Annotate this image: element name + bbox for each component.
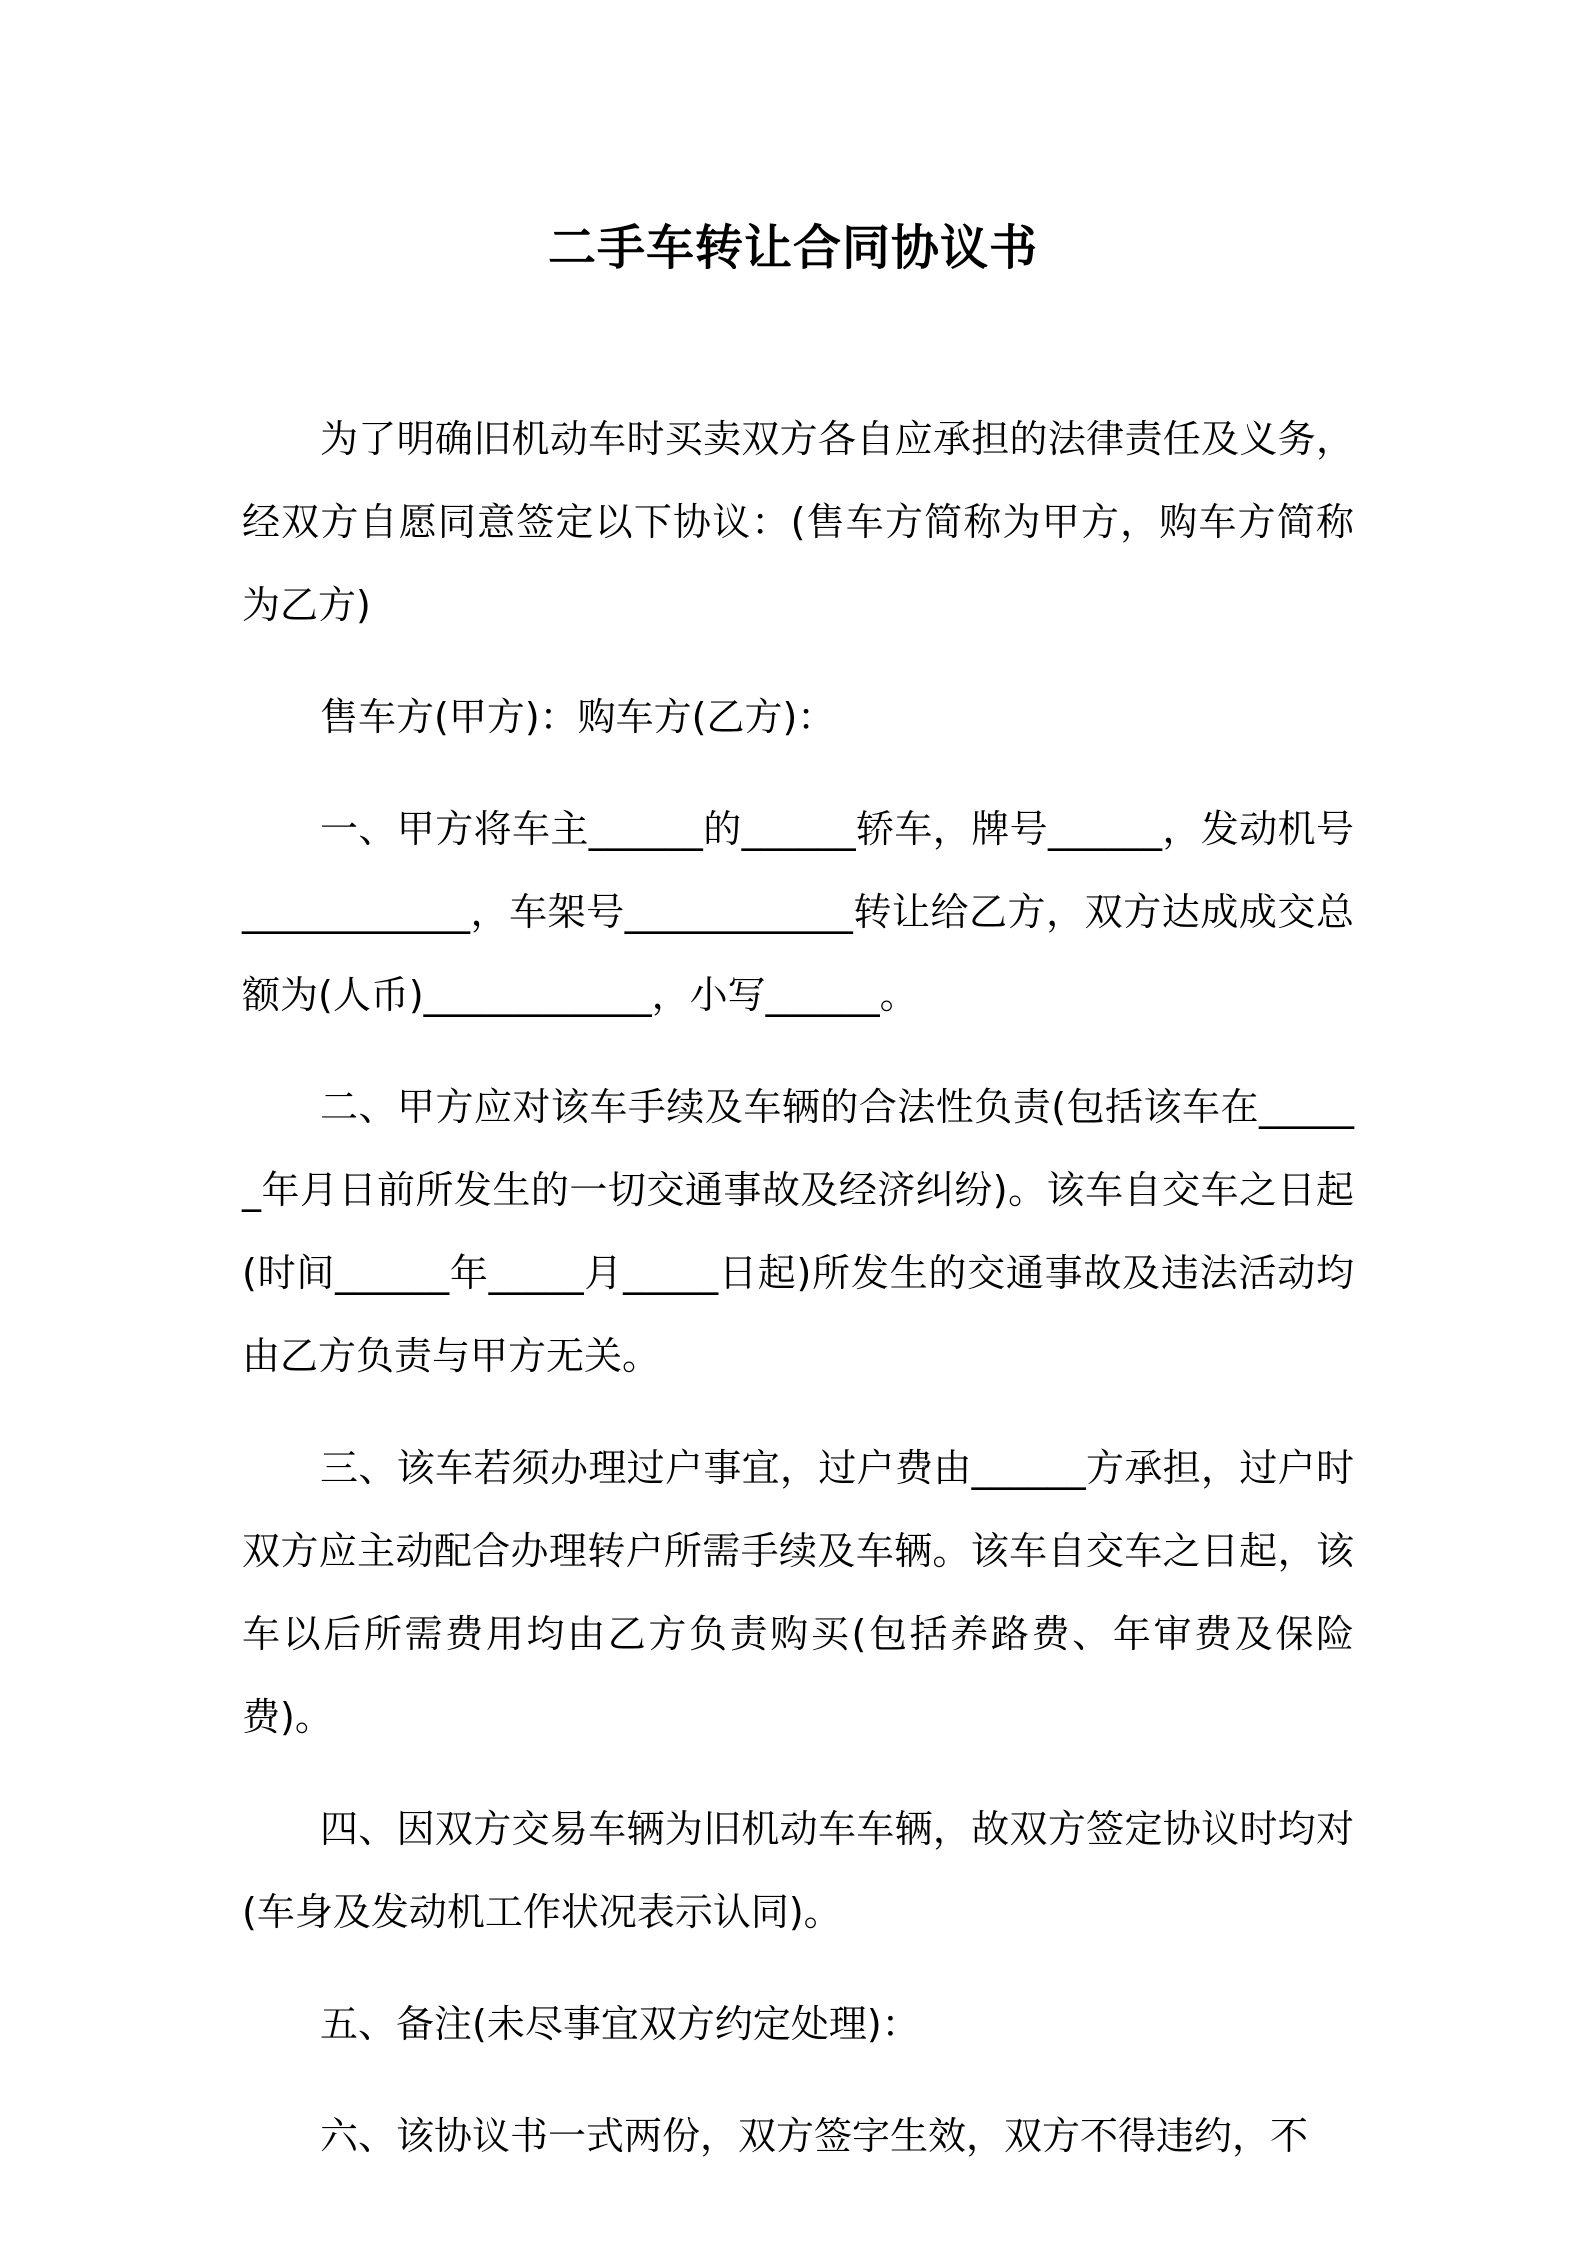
intro-paragraph: 为了明确旧机动车时买卖双方各自应承担的法律责任及义务，经双方自愿同意签定以下协议：(售车方简称为甲方，购车方简称为乙方) bbox=[242, 417, 1354, 627]
clause-three-paragraph: 三、该车若须办理过户事宜，过户费由______方承担，过户时双方应主动配合办理转户所需手续及车辆。该车自交车之日起，该车以后所需费用均由乙方负责购买(包括养路费、年审费及保险费)。 bbox=[242, 1446, 1354, 1739]
clause-two-paragraph: 二、甲方应对该车手续及车辆的合法性负责(包括该车在______年月日前所发生的一切交通事故及经济纠纷)。该车自交车之日起(时间______年_____月_____日起)所发生的交通事故及违法活动均由乙方负责与甲方无关。 bbox=[242, 1085, 1354, 1378]
clause-five-paragraph: 五、备注(未尽事宜双方约定处理)： bbox=[320, 2002, 920, 2046]
parties-paragraph: 售车方(甲方)：购车方(乙方)： bbox=[320, 695, 836, 739]
clause-one-paragraph: 一、甲方将车主______的______轿车，牌号______，发动机号____________，车架号____________转让给乙方，双方达成成交总额为(人币)____________，小写______。 bbox=[242, 807, 1354, 1017]
clause-four-paragraph: 四、因双方交易车辆为旧机动车车辆，故双方签定协议时均对(车身及发动机工作状况表示认同)。 bbox=[242, 1807, 1354, 1934]
document-body bbox=[242, 398, 1354, 2207]
document-title: 二手车转让合同协议书 bbox=[547, 220, 1038, 276]
clause-six-paragraph: 六、该协议书一式两份，双方签字生效，双方不得违约，不 bbox=[320, 2114, 1309, 2158]
